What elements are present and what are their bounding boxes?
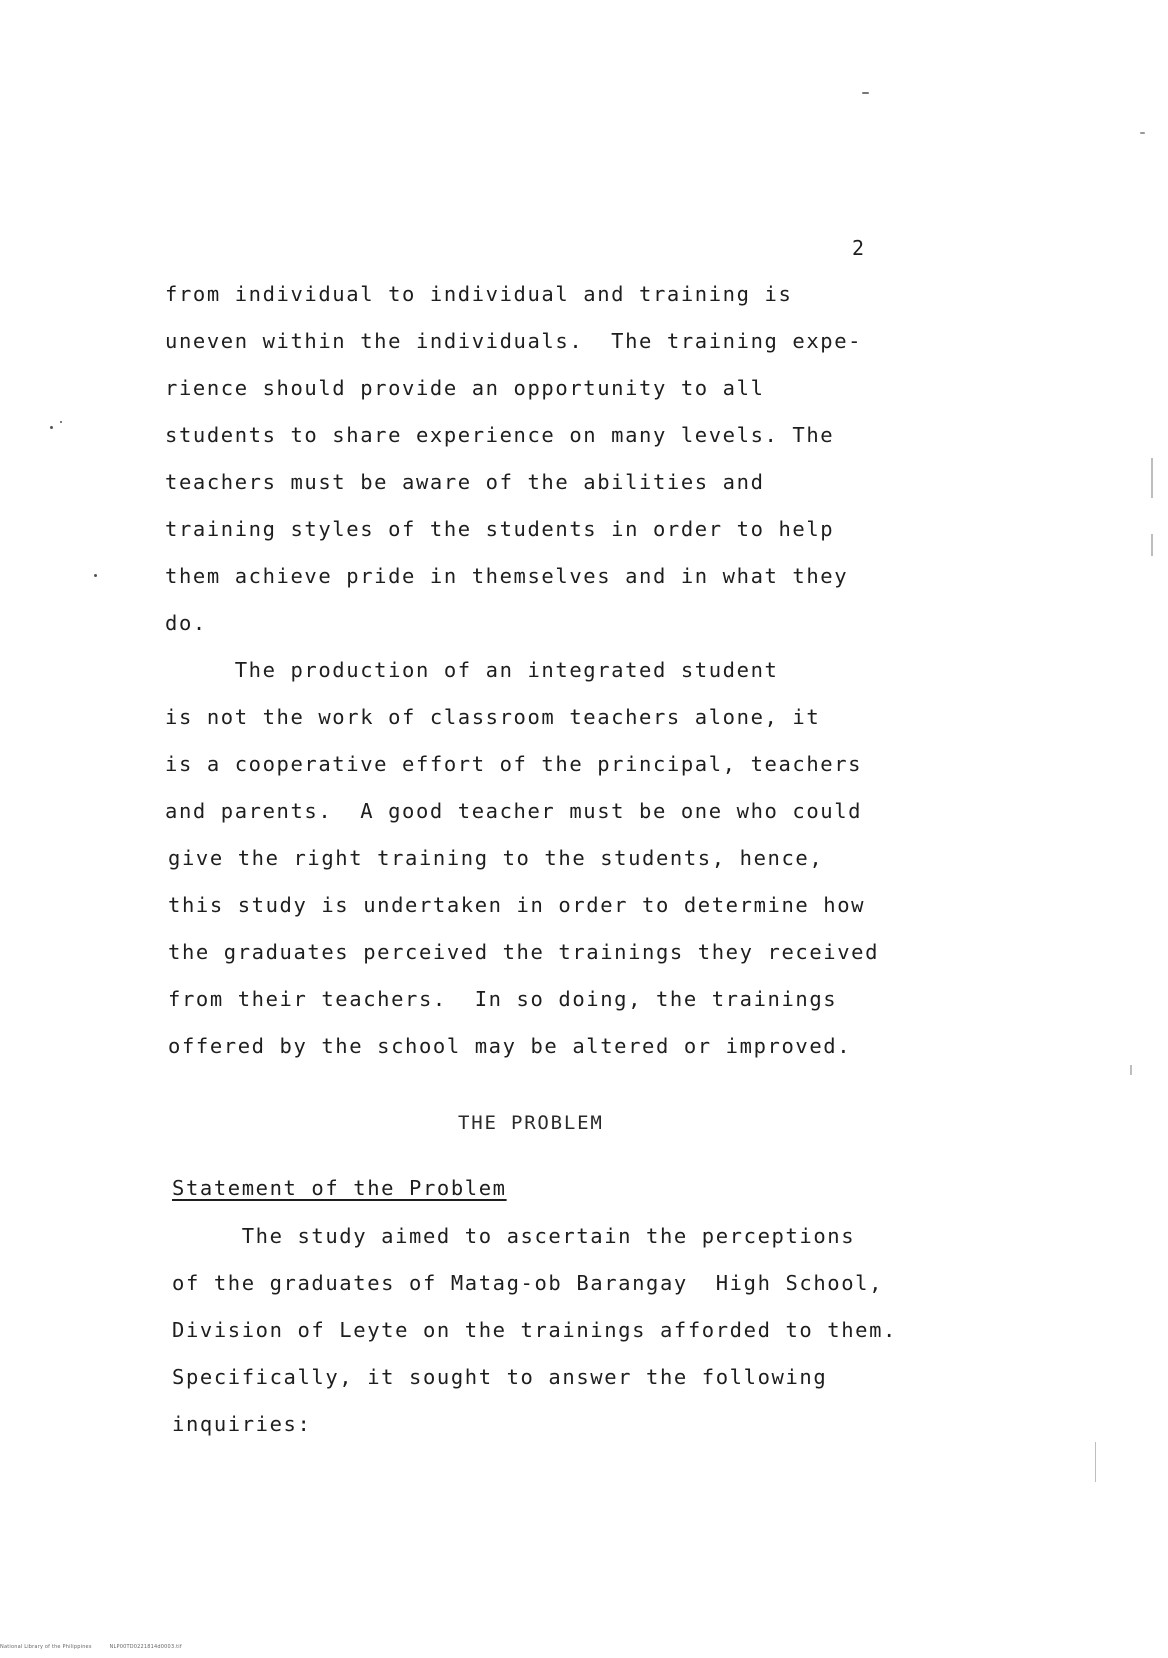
paragraph-1-line-2: uneven within the individuals. The training expe-	[165, 329, 863, 353]
margin-mark	[1151, 534, 1153, 556]
paragraph-2-line-9: offered by the school may be altered or improved.	[168, 1034, 852, 1058]
footer-credit	[0, 1644, 182, 1650]
paragraph-1-line-8: do.	[165, 611, 207, 635]
paragraph-2-line-2: is not the work of classroom teachers alone, it	[165, 705, 821, 729]
scan-speck	[862, 92, 869, 94]
paragraph-3-line-2: of the graduates of Matag-ob Barangay High School,	[172, 1271, 884, 1295]
scan-speck	[50, 426, 53, 429]
margin-mark	[1151, 458, 1153, 498]
paragraph-2-line-7: the graduates perceived the trainings they received	[168, 940, 880, 964]
scan-speck	[60, 421, 62, 423]
margin-mark	[1095, 1442, 1096, 1482]
scan-speck	[1140, 132, 1145, 134]
paragraph-1-line-7: them achieve pride in themselves and in what they	[165, 564, 849, 588]
footer-file-id: NLP00TD0221814d0003.tif	[109, 1644, 182, 1650]
subsection-heading: Statement of the Problem	[172, 1176, 507, 1200]
paragraph-3-line-5: inquiries:	[172, 1412, 312, 1436]
section-heading: THE PROBLEM	[458, 1112, 604, 1134]
paragraph-2-line-4: and parents. A good teacher must be one who could	[165, 799, 863, 823]
paragraph-3-line-3: Division of Leyte on the trainings afforded to them.	[172, 1318, 897, 1342]
paragraph-3-line-1: The study aimed to ascertain the perceptions	[172, 1224, 856, 1248]
scan-speck	[94, 574, 97, 577]
paragraph-1-line-5: teachers must be aware of the abilities and	[165, 470, 765, 494]
paragraph-2-line-6: this study is undertaken in order to determine how	[168, 893, 866, 917]
paragraph-2-line-3: is a cooperative effort of the principal, teachers	[165, 752, 863, 776]
paragraph-3-line-4: Specifically, it sought to answer the following	[172, 1365, 828, 1389]
paragraph-1-line-4: students to share experience on many levels. The	[165, 423, 835, 447]
paragraph-1-line-3: rience should provide an opportunity to all	[165, 376, 765, 400]
paragraph-1-line-6: training styles of the students in order to help	[165, 517, 835, 541]
page-number: 2	[852, 236, 866, 260]
margin-mark	[1130, 1065, 1132, 1075]
paragraph-2-line-8: from their teachers. In so doing, the trainings	[168, 987, 838, 1011]
paragraph-1-line-1: from individual to individual and training is	[165, 282, 793, 306]
paragraph-2-line-5: give the right training to the students, hence,	[168, 846, 824, 870]
footer-library-name: National Library of the Philippines	[0, 1644, 92, 1650]
paragraph-2-line-1: The production of an integrated student	[165, 658, 779, 682]
